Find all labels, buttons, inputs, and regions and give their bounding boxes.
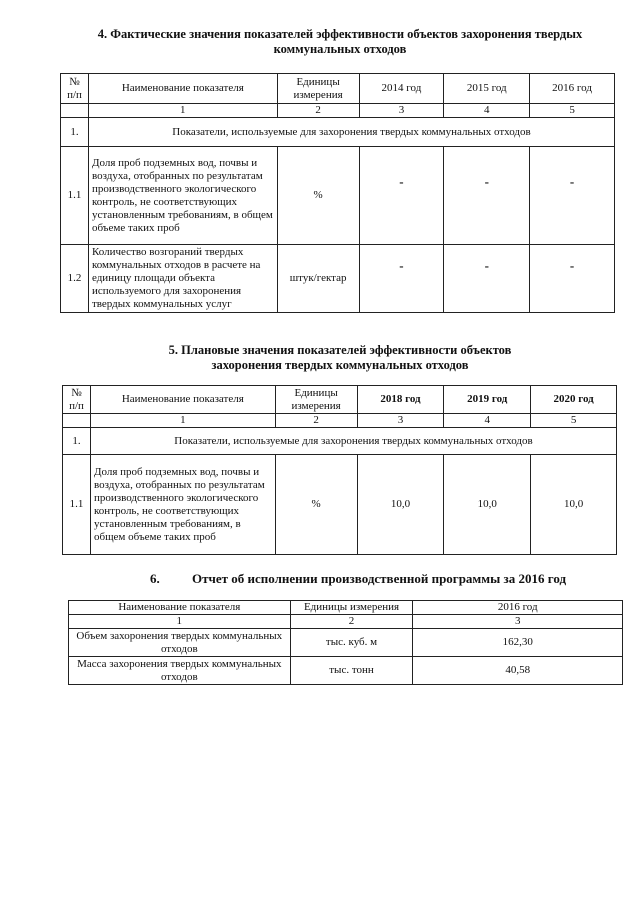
row-value-3: 10,0: [531, 455, 617, 555]
col-number: 3: [359, 104, 444, 118]
section6-title: [150, 571, 590, 586]
row-unit: %: [277, 147, 359, 245]
section5-table: [62, 385, 617, 555]
section4-table: [60, 73, 615, 313]
table-row: [69, 629, 623, 657]
col-number: 2: [277, 104, 359, 118]
col-number: 4: [444, 104, 530, 118]
row-value-2: 10,0: [444, 455, 531, 555]
section5-title: [60, 343, 620, 373]
row-num: 1.1: [63, 455, 91, 555]
col-number: 5: [530, 104, 615, 118]
header-name: Наименование показателя: [90, 386, 275, 414]
row-value-3: -: [530, 245, 615, 313]
row-unit: тыс. тонн: [290, 657, 413, 685]
section5-title-line1: 5. Плановые значения показателей эффективности объектов: [168, 343, 512, 357]
row-num: 1.2: [61, 245, 89, 313]
col-number: 1: [90, 414, 275, 428]
group-num: 1.: [61, 118, 89, 147]
row-unit: штук/гектар: [277, 245, 359, 313]
table-row: [69, 657, 623, 685]
row-value-3: -: [530, 147, 615, 245]
section4-title-line1: 4. Фактические значения показателей эффективности объектов захоронения твердых: [97, 27, 583, 41]
row-name: Количество возгораний твердых коммунальных отходов в расчете на единицу площади объекта используемого для захоронения твердых коммунальных услуг: [88, 245, 277, 313]
header-year-2: 2019 год: [444, 386, 531, 414]
header-unit: Единицы измерения: [275, 386, 357, 414]
section6-title-text: Отчет об исполнении производственной программы за 2016 год: [192, 571, 567, 586]
header-num: № п/п: [61, 74, 89, 104]
col-number: 4: [444, 414, 531, 428]
header-year-2: 2015 год: [444, 74, 530, 104]
col-number: 1: [88, 104, 277, 118]
table-row: [61, 147, 615, 245]
group-num: 1.: [63, 428, 91, 455]
col-number: 2: [290, 615, 413, 629]
col-number-blank: [63, 414, 91, 428]
col-number-blank: [61, 104, 89, 118]
row-unit: тыс. куб. м: [290, 629, 413, 657]
col-number: 3: [413, 615, 623, 629]
table-row: [63, 455, 617, 555]
row-num: 1.1: [61, 147, 89, 245]
row-value-1: -: [359, 245, 444, 313]
col-number: 1: [69, 615, 291, 629]
header-name: Наименование показателя: [88, 74, 277, 104]
group-label: Показатели, используемые для захоронения твердых коммунальных отходов: [90, 428, 616, 455]
header-unit: Единицы измерения: [290, 601, 413, 615]
header-unit: Единицы измерения: [277, 74, 359, 104]
table-row: [61, 245, 615, 313]
row-value-2: -: [444, 245, 530, 313]
row-name: Масса захоронения твердых коммунальных отходов: [69, 657, 291, 685]
header-year-3: 2016 год: [530, 74, 615, 104]
group-label: Показатели, используемые для захоронения твердых коммунальных отходов: [88, 118, 614, 147]
col-number: 2: [275, 414, 357, 428]
row-value-1: -: [359, 147, 444, 245]
header-name: Наименование показателя: [69, 601, 291, 615]
section6-table: [68, 600, 623, 685]
row-name: Доля проб подземных вод, почвы и воздуха, отобранных по результатам производственного экологического контроль, не соответствующих установленным требованиям, в общем объеме таких проб: [88, 147, 277, 245]
header-year: 2016 год: [413, 601, 623, 615]
header-num: № п/п: [63, 386, 91, 414]
row-value: 162,30: [413, 629, 623, 657]
row-value-2: -: [444, 147, 530, 245]
row-name: Доля проб подземных вод, почвы и воздуха, отобранных по результатам производственного экологического контроль, не соответствующих установленным требованиям, в общем объеме таких проб: [90, 455, 275, 555]
section4-title: [60, 27, 620, 57]
section4-title-line2: коммунальных отходов: [273, 42, 407, 56]
row-value-1: 10,0: [357, 455, 444, 555]
col-number: 5: [531, 414, 617, 428]
row-name: Объем захоронения твердых коммунальных отходов: [69, 629, 291, 657]
section6-number: 6.: [150, 571, 160, 586]
header-year-1: 2014 год: [359, 74, 444, 104]
col-number: 3: [357, 414, 444, 428]
row-unit: %: [275, 455, 357, 555]
section5-title-line2: захоронения твердых коммунальных отходов: [211, 358, 469, 372]
header-year-1: 2018 год: [357, 386, 444, 414]
header-year-3: 2020 год: [531, 386, 617, 414]
row-value: 40,58: [413, 657, 623, 685]
